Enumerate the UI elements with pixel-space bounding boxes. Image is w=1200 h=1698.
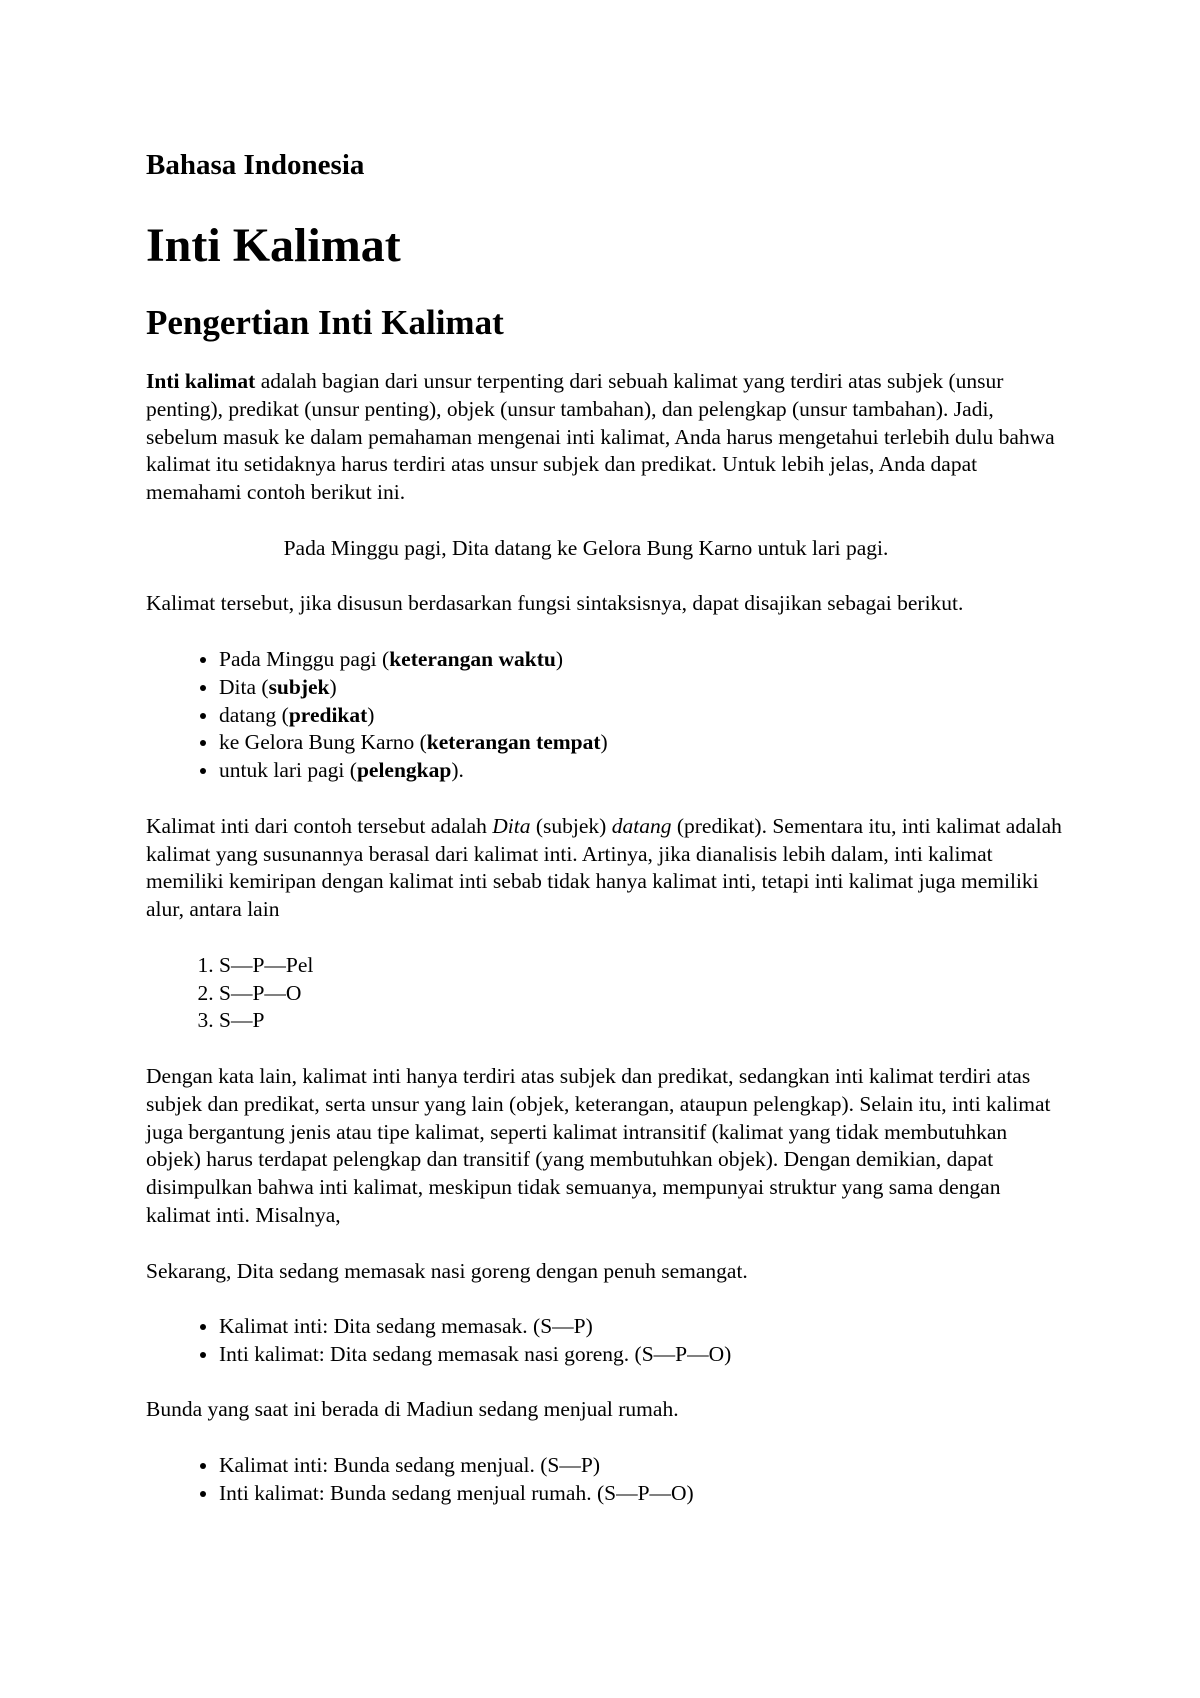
example-2-list <box>146 1452 1066 1508</box>
list-item: 1. S—P—Pel <box>219 952 1066 980</box>
syntax-intro-paragraph: Kalimat tersebut, jika disusun berdasarkan fungsi sintaksisnya, dapat disajikan sebagai berikut. <box>146 591 964 616</box>
list-item: • datang (predikat) <box>219 702 1066 730</box>
list-item: • Kalimat inti: Bunda sedang menjual. (S—P) <box>219 1452 1066 1480</box>
example-sentence: Pada Minggu pagi, Dita datang ke Gelora Bung Karno untuk lari pagi. <box>283 535 889 560</box>
example-2-sentence: Bunda yang saat ini berada di Madiun sedang menjual rumah. <box>146 1397 679 1422</box>
intro-text: adalah bagian dari unsur terpenting dari sebuah kalimat yang terdiri atas subjek (unsur penting), predikat (unsur penting), objek (unsur tambahan), dan pelengkap (unsur tambahan). Jadi, sebelum masuk ke dalam pemahaman mengenai inti kalimat, Anda harus mengetahui terlebih dulu bahwa kalimat itu setidaknya harus terdiri atas unsur subjek dan predikat. Untuk lebih jelas, Anda dapat memahami contoh berikut ini. <box>146 369 1055 505</box>
list-item: • untuk lari pagi (pelengkap). <box>219 757 1066 785</box>
section-heading: Pengertian Inti Kalimat <box>146 303 504 342</box>
list-item: • Inti kalimat: Bunda sedang menjual rumah. (S—P—O) <box>219 1480 1066 1508</box>
subject-label: Bahasa Indonesia <box>146 149 365 181</box>
list-item: 2. S—P—O <box>219 980 1066 1008</box>
syntax-function-list <box>146 646 1066 785</box>
intro-paragraph <box>146 368 1066 507</box>
list-item: • Dita (subjek) <box>219 674 1066 702</box>
list-item: • ke Gelora Bung Karno (keterangan tempat) <box>219 729 1066 757</box>
list-item: • Pada Minggu pagi (keterangan waktu) <box>219 646 1066 674</box>
list-item: • Inti kalimat: Dita sedang memasak nasi goreng. (S—P—O) <box>219 1341 1066 1369</box>
document-title: Inti Kalimat <box>146 219 401 272</box>
list-item: • Kalimat inti: Dita sedang memasak. (S—P) <box>219 1313 1066 1341</box>
document-body <box>146 368 1066 1535</box>
intro-term: Inti kalimat <box>146 369 256 393</box>
example-1-list <box>146 1313 1066 1369</box>
sentence-pattern-list <box>146 952 1066 1035</box>
example-1-sentence: Sekarang, Dita sedang memasak nasi goreng dengan penuh semangat. <box>146 1258 748 1283</box>
comparison-paragraph: Dengan kata lain, kalimat inti hanya terdiri atas subjek dan predikat, sedangkan inti kalimat terdiri atas subjek dan predikat, serta unsur yang lain (objek, keterangan, ataupun pelengkap). Selain itu, inti kalimat juga bergantung jenis atau tipe kalimat, seperti kalimat intransitif (kalimat yang tidak membutuhkan objek) harus terdapat pelengkap dan transitif (yang membutuhkan objek). Dengan demikian, dapat disimpulkan bahwa inti kalimat, meskipun tidak semuanya, mempunyai struktur yang sama dengan kalimat inti. Misalnya, <box>146 1063 1051 1227</box>
analysis-paragraph: Kalimat inti dari contoh tersebut adalah Dita (subjek) datang (predikat). Sementara itu, inti kalimat adalah kalimat yang susunannya berasal dari kalimat inti. Artinya, jika dianalisis lebih dalam, inti kalimat memiliki kemiripan dengan kalimat inti sebab tidak hanya kalimat inti, tetapi inti kalimat juga memiliki alur, antara lain <box>146 813 1062 922</box>
list-item: 3. S—P <box>219 1007 1066 1035</box>
